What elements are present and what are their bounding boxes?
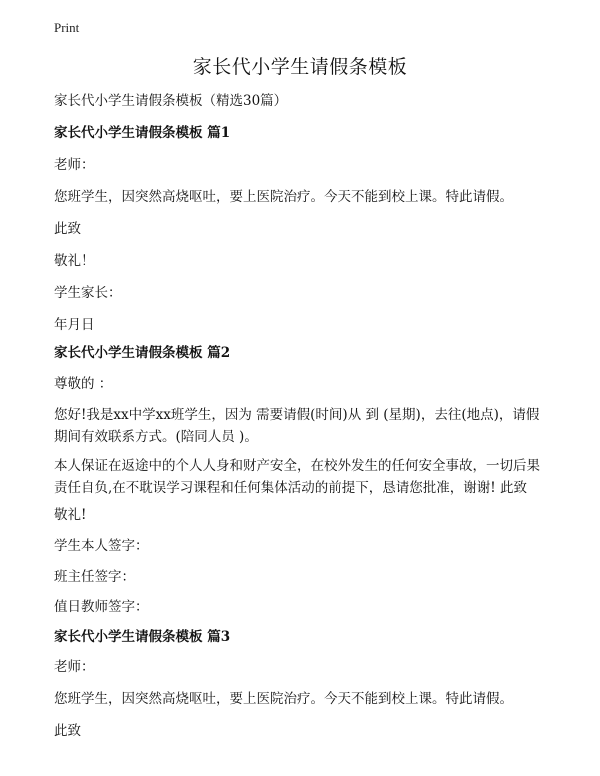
body-paragraph: 您好!我是xx中学xx班学生，因为 需要请假(时间)从 到 (星期)，去往(地点)，请假期间有效联系方式。(陪同人员 )。 bbox=[54, 407, 540, 445]
body-paragraph: 您班学生，因突然高烧呕吐，要上医院治疗。今天不能到校上课。特此请假。 bbox=[54, 691, 513, 707]
closing-regards: 敬礼! bbox=[54, 507, 87, 523]
closing-line: 此致 bbox=[54, 723, 81, 739]
section-heading-2: 家长代小学生请假条模板 篇2 bbox=[54, 345, 231, 361]
signature-line: 值日教师签字： bbox=[54, 599, 149, 615]
salutation: 尊敬的 ： bbox=[54, 376, 113, 392]
closing-line: 此致 bbox=[54, 221, 81, 237]
date-line: 年月日 bbox=[54, 317, 95, 333]
signature-line: 学生家长： bbox=[54, 285, 122, 301]
document-title: 家长代小学生请假条模板 bbox=[192, 56, 408, 78]
body-paragraph: 本人保证在返途中的个人人身和财产安全，在校外发生的任何安全事故，一切后果责任自负,在不耽误学习课程和任何集体活动的前提下，恳请您批准，谢谢! 此致 bbox=[54, 458, 540, 496]
print-link[interactable]: Print bbox=[54, 20, 80, 35]
closing-regards: 敬礼！ bbox=[54, 253, 95, 269]
signature-line: 班主任签字： bbox=[54, 569, 135, 585]
section-heading-1: 家长代小学生请假条模板 篇1 bbox=[54, 125, 231, 141]
section-heading-3: 家长代小学生请假条模板 篇3 bbox=[54, 629, 231, 645]
body-paragraph: 您班学生，因突然高烧呕吐，要上医院治疗。今天不能到校上课。特此请假。 bbox=[54, 189, 513, 205]
signature-line: 学生本人签字： bbox=[54, 538, 149, 554]
salutation: 老师： bbox=[54, 157, 95, 173]
salutation: 老师： bbox=[54, 659, 95, 675]
document-subtitle: 家长代小学生请假条模板（精选30篇） bbox=[54, 93, 288, 109]
